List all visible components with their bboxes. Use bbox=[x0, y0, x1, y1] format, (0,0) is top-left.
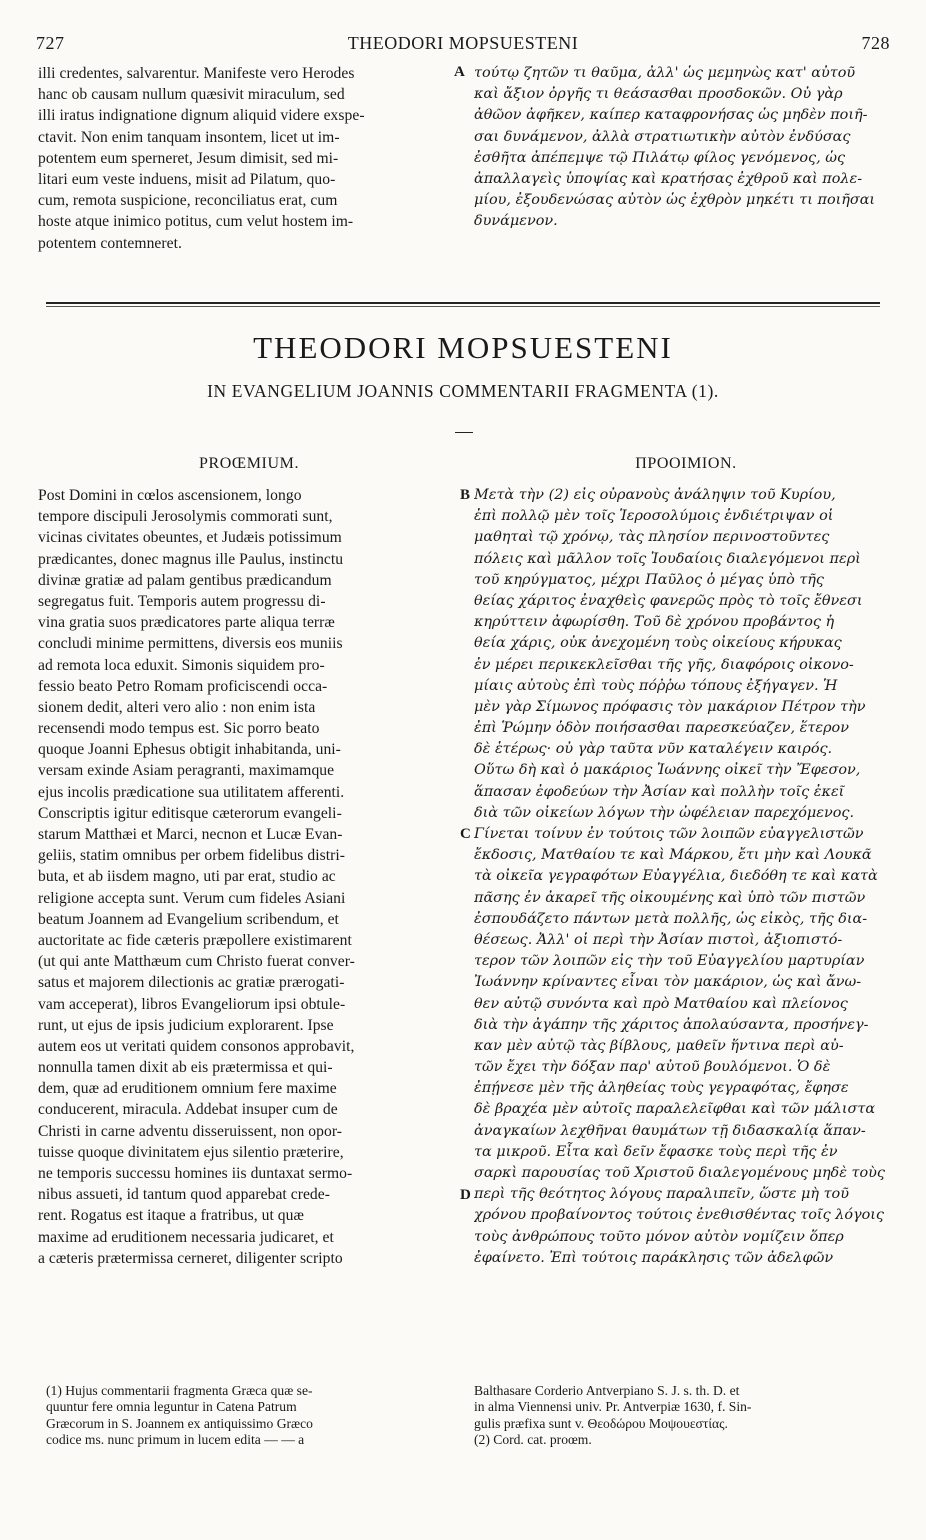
main-latin-column bbox=[38, 485, 460, 1269]
text-line: hoste atque inimico potitus, cum velut hostem im- bbox=[38, 213, 354, 231]
text-line: tempore discipuli Jerosolymis commorati sunt, bbox=[38, 508, 333, 526]
footnote-line: in alma Viennensi univ. Pr. Antverpiæ 1630, f. Sin- bbox=[474, 1399, 752, 1415]
text-line: autem eos ut veritati quidem consonos approbavit, bbox=[38, 1037, 355, 1055]
text-line: καν μὲν αὐτῷ τὰς βίβλους, μαθεῖν ἥντινα περὶ αὐ- bbox=[474, 1037, 844, 1054]
title-dash bbox=[455, 432, 473, 433]
margin-marker-b: B bbox=[460, 487, 471, 503]
text-line: ctavit. Non enim tanquam insontem, licet ut im- bbox=[38, 128, 340, 146]
footnote-line: (1) Hujus commentarii fragmenta Græca quæ se- bbox=[46, 1383, 313, 1398]
text-line: potentem contemneret. bbox=[38, 234, 182, 252]
footnote-line: Balthasare Corderio Antverpiano S. J. s. th. D. et bbox=[474, 1383, 740, 1398]
text-line: fessio beato Petro Romam proficiscendi occa- bbox=[38, 677, 328, 695]
text-line: prædicantes, donec magnus ille Paulus, instinctu bbox=[38, 550, 344, 568]
text-line: κηρύττειν ἀφωρίσθη. Τοῦ δὲ χρόνου προβάντος ἡ bbox=[474, 614, 835, 631]
text-line: πόλεις καὶ μᾶλλον τοῖς Ἰουδαίοις διαλεγόμενοι περὶ bbox=[474, 550, 861, 567]
text-line: nibus assueti, id tantum quod apparebat crede- bbox=[38, 1186, 330, 1204]
text-line: recensendi modo tempus est. Sic porro beato bbox=[38, 720, 320, 738]
text-line: versam exinde Asiam peragranti, maximamque bbox=[38, 762, 335, 780]
text-line: maxime ad eruditionem necessaria judicaret, et bbox=[38, 1228, 334, 1246]
text-line: quoque Joanni Ephesus obtigit inhabitanda, uni- bbox=[38, 741, 341, 759]
text-line: concludi minime permittens, diversis eos muniis bbox=[38, 635, 343, 653]
text-line: χρόνου προβαίνοντος τούτοις ἐνεθισθέντας τοῖς λόγοις bbox=[474, 1207, 884, 1224]
text-line: illi credentes, salvarentur. Manifeste vero Herodes bbox=[38, 65, 355, 82]
text-line: vina gratia suos prædicatores parte aliqua terræ bbox=[38, 614, 335, 632]
text-line: satus et majorem dilectionis ac gratiæ prærogati- bbox=[38, 974, 345, 992]
margin-marker-c: C bbox=[460, 826, 471, 842]
text-line: θεν αὐτῷ συνόντα καὶ πρὸ Ματθαίου καὶ πλείονος bbox=[474, 995, 848, 1012]
text-line: ἐσθῆτα ἀπέπεμψε τῷ Πιλάτῳ φίλος γενόμενος, ὡς bbox=[474, 149, 846, 166]
running-head bbox=[36, 33, 890, 57]
text-line: Μετὰ τὴν (2) εἰς οὐρανοὺς ἀνάληψιν τοῦ Κυρίου, bbox=[474, 487, 836, 503]
footnote-line: codice ms. nunc primum in lucem edita — — a bbox=[46, 1432, 305, 1448]
text-line: ἐπὶ πολλῷ μὲν τοῖς Ἱεροσολύμοις ἐνδιέτριψαν οἱ bbox=[474, 508, 834, 525]
footnotes-right bbox=[474, 1383, 898, 1449]
text-line: τα μικροῦ. Εἶτα καὶ δεῖν ἔφασκε τοὺς περὶ τῆς ἐν bbox=[474, 1143, 838, 1160]
text-line: segregatus fuit. Temporis autem progressu di- bbox=[38, 592, 326, 610]
text-line: Οὕτω δὴ καὶ ὁ μακάριος Ἰωάννης οἰκεῖ τὴν Ἔφεσον, bbox=[474, 762, 861, 779]
text-line: μίου, ἐξουδενώσας αὐτὸν ὡς ἐχθρὸν μηκέτι τι ποιῆσαι bbox=[474, 192, 876, 209]
text-line: beatum Joannem ad Evangelium scribendum, et bbox=[38, 910, 339, 928]
section-rule-thin bbox=[46, 306, 880, 307]
text-line: conducerent, miracula. Addebat insuper cum de bbox=[38, 1101, 338, 1119]
footnote-line: Græcorum in S. Joannem ex antiquissimo Græco bbox=[46, 1415, 313, 1431]
text-line: διὰ τῶν οἰκείων λόγων τὴν ὠφέλειαν παρεχόμενος. bbox=[474, 804, 855, 821]
text-line: runt, ut ejus de ipsis judicium explorarent. Ipse bbox=[38, 1016, 334, 1034]
text-line: θέσεως. Ἀλλ' οἱ περὶ τὴν Ἀσίαν πιστοὶ, ἀξιοπιστό- bbox=[474, 931, 843, 948]
text-line: ἐφαίνετο. Ἐπὶ τούτοις παράκλησις τῶν ἀδελφῶν bbox=[474, 1249, 834, 1266]
footnote-line: quuntur fere omnia leguntur in Catena Patrum bbox=[46, 1399, 297, 1415]
text-line: θεία χάρις, οὐκ ἀνεχομένη τοὺς οἰκείους κήρυκας bbox=[474, 635, 842, 652]
text-line: sionem dedit, alteri vero alio : non enim ista bbox=[38, 698, 316, 716]
text-line: τοῦ κηρύγματος, μέχρι Παῦλος ὁ μέγας ὑπὸ τῆς bbox=[474, 571, 824, 588]
text-line: cum, remota suspicione, reconciliatus erat, cum bbox=[38, 192, 338, 210]
top-greek-column bbox=[474, 63, 898, 233]
text-line: religione accepta sunt. Verum cum fideles Asiani bbox=[38, 889, 346, 907]
margin-marker-a: A bbox=[454, 64, 465, 80]
text-line: divinæ gratiæ ad palam gentibus prædicandum bbox=[38, 571, 332, 589]
text-line: σαρκὶ παρουσίας τοῦ Χριστοῦ διαλεγομένους μηδὲ τοὺς bbox=[474, 1165, 885, 1181]
margin-marker-d: D bbox=[460, 1187, 471, 1203]
text-line: ἅπασαν ἐφοδεύων τὴν Ἀσίαν καὶ πολλὴν τοῖς ἐκεῖ bbox=[474, 783, 845, 800]
text-line: vicinas civitates obeuntes, et Judæis potissimum bbox=[38, 529, 342, 547]
text-line: starum Matthæi et Marci, necnon et Lucæ Evan- bbox=[38, 826, 343, 843]
text-line: διὰ τὴν ἀγάπην τῆς χάριτος ἀπολαύσαντα, προσήνεγ- bbox=[474, 1016, 869, 1033]
text-line: ad remota loca eduxit. Simonis siquidem pro- bbox=[38, 656, 325, 674]
text-line: πᾶσης ἐν ἀκαρεῖ τῆς οἰκουμένης καὶ ὑπὸ τῶν πιστῶν bbox=[474, 889, 866, 906]
text-line: καὶ ἄξιον ὀργῆς τι θεάσασθαι προσδοκῶν. Οὐ γὰρ bbox=[474, 86, 843, 103]
text-line: (ut qui ante Matthæum cum Christo fuerat conver- bbox=[38, 953, 355, 971]
text-line: ἀπαλλαγεὶς ὑποψίας καὶ κρατήσας ἐχθροῦ καὶ πολε- bbox=[474, 170, 863, 187]
footnotes-left bbox=[46, 1383, 460, 1449]
text-line: geliis, statim omnibus per orbem fidelibus distri- bbox=[38, 847, 345, 865]
text-line: Ἰωάννην κρίναντες εἶναι τὸν μακάριον, ὡς καὶ ἄνω- bbox=[474, 974, 862, 991]
text-line: τούτῳ ζητῶν τι θαῦμα, ἀλλ' ὡς μεμηνὼς κατ' αὐτοῦ bbox=[474, 65, 856, 81]
text-line: buta, et ab iisdem magno, uti par erat, studio ac bbox=[38, 868, 336, 886]
text-line: δὲ βραχέα μὲν αὐτοῖς παραλελεῖφθαι καὶ τῶν μάλιστα bbox=[474, 1101, 876, 1118]
text-line: ἔκδοσις, Ματθαίου τε καὶ Μάρκου, ἔτι μὴν καὶ Λουκᾶ bbox=[474, 847, 872, 864]
text-line: dem, quæ ad eruditionem omnium fere maxime bbox=[38, 1080, 337, 1098]
text-line: δὲ ἑτέρως· οὐ γὰρ ταῦτα νῦν καταλέγειν καιρός. bbox=[474, 741, 833, 758]
text-line: illi iratus indignatione dignum aliquid videre exspe- bbox=[38, 107, 365, 125]
text-line: hanc ob causam nullum quæsivit miraculum, sed bbox=[38, 86, 345, 104]
text-line: δυνάμενον. bbox=[474, 213, 558, 230]
text-line: rent. Rogatus est itaque a fratribus, ut quæ bbox=[38, 1207, 304, 1225]
text-line: ἐν μέρει περικεκλεῖσθαι τῆς γῆς, διαφόροις οἰκονο- bbox=[474, 656, 854, 673]
text-line: nonnulla tamen dixit ab eis prætermissa et qui- bbox=[38, 1059, 333, 1077]
work-title: THEODORI MOPSUESTENI bbox=[253, 330, 673, 365]
text-line: τερον τῶν λοιπῶν εἰς τὴν τοῦ Εὐαγγελίου μαρτυρίαν bbox=[474, 953, 865, 970]
text-line: ne temporis successu homines iis duntaxat sermo- bbox=[38, 1165, 353, 1182]
text-line: litari eum veste induens, misit ad Pilatum, quo- bbox=[38, 170, 336, 188]
top-latin-column bbox=[38, 63, 460, 254]
text-line: Post Domini in cœlos ascensionem, longo bbox=[38, 487, 302, 504]
text-line: σαι δυνάμενον, ἀλλὰ στρατιωτικὴν αὐτὸν ἐνδύσας bbox=[474, 128, 851, 145]
text-line: Conscriptis igitur editisque cæterorum evangeli- bbox=[38, 804, 342, 822]
greek-section-heading: ΠΡΟΟΙΜΙΟΝ. bbox=[635, 455, 737, 472]
main-greek-column bbox=[474, 485, 898, 1269]
footnote-line: gulis præfixa sunt v. Θεοδώρου Μοψουεστίας. bbox=[474, 1415, 728, 1431]
text-line: a cæteris prætermissa cerneret, diligenter scripto bbox=[38, 1249, 343, 1267]
text-line: τὰ οἰκεῖα γεγραφότων Εὐαγγέλια, διεδόθη τε καὶ κατὰ bbox=[474, 868, 878, 885]
page-number-right: 728 bbox=[861, 33, 890, 53]
work-subtitle: IN EVANGELIUM JOANNIS COMMENTARII FRAGMENTA (1). bbox=[207, 381, 719, 401]
text-line: potentem eum sperneret, Jesum dimisit, sed mi- bbox=[38, 149, 339, 167]
text-line: auctoritate ac fide cæteris præpollere existimarent bbox=[38, 931, 352, 949]
text-line: μαθηταὶ τῷ χρόνῳ, τὰς πλησίον περινοστοῦντες bbox=[474, 529, 830, 546]
text-line: τοὺς ἀνθρώπους τοῦτο μόνον αὐτὸν νομίζειν ὅπερ bbox=[474, 1228, 844, 1245]
text-line: μὲν γὰρ Σίμωνος πρόφασις τὸν μακάριον Πέτρον τὴν bbox=[474, 698, 866, 715]
section-rule bbox=[46, 302, 880, 304]
running-head-title: THEODORI MOPSUESTENI bbox=[347, 33, 579, 53]
text-line: ἐσπουδάζετο πάντων μετὰ πολλῆς, ὡς εἰκὸς, τῆς δια- bbox=[474, 910, 868, 927]
text-line: Γίνεται τοίνυν ἐν τούτοις τῶν λοιπῶν εὐαγγελιστῶν bbox=[474, 826, 864, 842]
page-number-left: 727 bbox=[36, 33, 65, 53]
text-line: θείας χάριτος ἐναχθεὶς φανερῶς πρὸς τὸ τοῖς ἔθνεσι bbox=[474, 592, 863, 609]
text-line: ἀθῶον ἀφῆκεν, καίπερ καταφρονήσας ὡς μηδὲν ποιῆ- bbox=[474, 107, 868, 124]
text-line: ἐπὶ Ῥώμην ὁδὸν ποιήσασθαι παρεσκεύαζεν, ἕτερον bbox=[474, 720, 849, 737]
text-line: vam acceperat), libros Evangeliorum ipsi obtule- bbox=[38, 995, 346, 1013]
text-line: Christi in carne adventu disseruissent, non opor- bbox=[38, 1122, 342, 1140]
text-line: tuisse quoque divinitatem ejus silentio præterire, bbox=[38, 1143, 344, 1161]
text-line: ejus incolis prædicatione sua utilitatem afferenti. bbox=[38, 783, 345, 801]
latin-section-heading: PROŒMIUM. bbox=[198, 455, 300, 472]
text-line: ἀναγκαίων λεχθῆναι θαυμάτων τῇ διδασκαλίᾳ ἅπαν- bbox=[474, 1122, 866, 1139]
text-line: μίαις αὐτοὺς ἐπὶ τοὺς πόῤῥω τόπους ἐξήγαγεν. Ἡ bbox=[474, 677, 838, 694]
text-line: ἐπῄνεσε μὲν τῆς ἀληθείας τοὺς γεγραφότας, ἔφησε bbox=[474, 1080, 849, 1097]
text-line: τῶν ἔχει τὴν δόξαν παρ' αὐτοῦ βουλόμενοι. Ὁ δὲ bbox=[474, 1059, 831, 1076]
text-line: περὶ τῆς θεότητος λόγους παραλιπεῖν, ὥστε μὴ τοῦ bbox=[474, 1186, 849, 1203]
footnote-line: (2) Cord. cat. proœm. bbox=[474, 1432, 592, 1448]
